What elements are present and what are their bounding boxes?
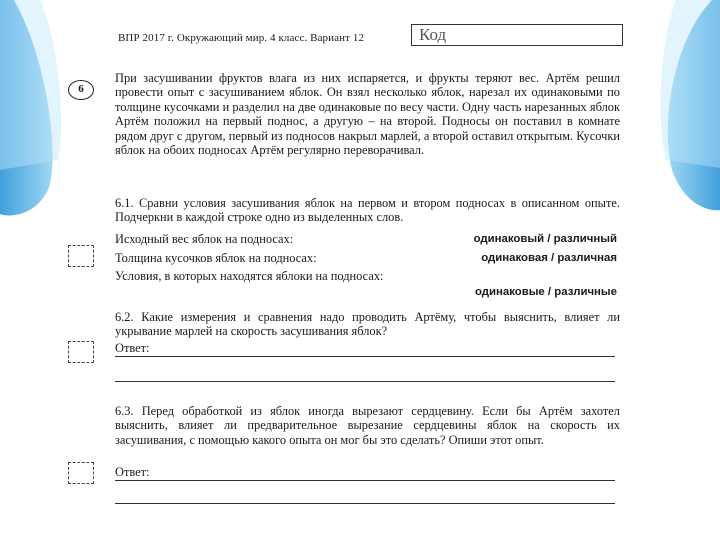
row-label: Условия, в которых находятся яблоки на подносах: — [115, 269, 384, 283]
row-choice[interactable]: одинаковая / различная — [481, 252, 617, 264]
question-6-3: 6.3. Перед обработкой из яблок иногда вырезают сердцевину. Если бы Артём захотел выяснить, влияет ли предварительное вырезание сердцевины яблок на скорость их засушивания, с помощью какого опыта он мог бы это сделать? Опиши этот опыт. — [115, 404, 620, 447]
answer-label: Ответ: — [115, 465, 154, 480]
task-number: 6 — [68, 80, 94, 100]
score-box-6-3[interactable] — [68, 462, 94, 484]
right-decoration — [652, 0, 720, 540]
question-6-2: 6.2. Какие измерения и сравнения надо проводить Артёму, чтобы выяснить, влияет ли укрывание марлей на скорость засушивания яблок? — [115, 310, 620, 339]
score-box-6-2[interactable] — [68, 341, 94, 363]
answer-line-6-2-extra[interactable] — [115, 366, 615, 382]
row-label: Толщина кусочков яблок на подносах: — [115, 251, 317, 265]
row-label: Исходный вес яблок на подносах: — [115, 232, 294, 246]
left-decoration — [0, 0, 68, 540]
question-6-1: 6.1. Сравни условия засушивания яблок на первом и втором подносах в описанном опыте. Подчеркни в каждой строке одно из выделенных слов. — [115, 196, 620, 225]
task-intro: При засушивании фруктов влага из них испаряется, и фрукты теряют вес. Артём решил провести опыт с засушиванием яблок. Он взял несколько яблок, нарезал их одинаковыми по толщине кусочками и разделил на две одинаковые по весу части. Одну часть нарезанных яблок Артём положил на первый поднос, а другую – на второй. Подносы он поставил в комнате рядом друг с другом, первый из подносов накрыл марлей, а второй оставил открытым. Кусочки яблок на обоих подносах Артём регулярно переворачивал. — [115, 71, 620, 158]
answer-line-6-3[interactable] — [115, 465, 615, 481]
row-choice[interactable]: одинаковые / различные — [474, 286, 617, 298]
score-box-6-1[interactable] — [68, 245, 94, 267]
answer-label: Ответ: — [115, 341, 154, 356]
answer-line-6-2[interactable] — [115, 341, 615, 357]
row-choice[interactable]: одинаковый / различный — [473, 233, 617, 245]
page-header: ВПР 2017 г. Окружающий мир. 4 класс. Вариант 12 — [118, 32, 365, 44]
code-field[interactable]: Код — [411, 24, 623, 46]
answer-line-6-3-extra[interactable] — [115, 488, 615, 504]
